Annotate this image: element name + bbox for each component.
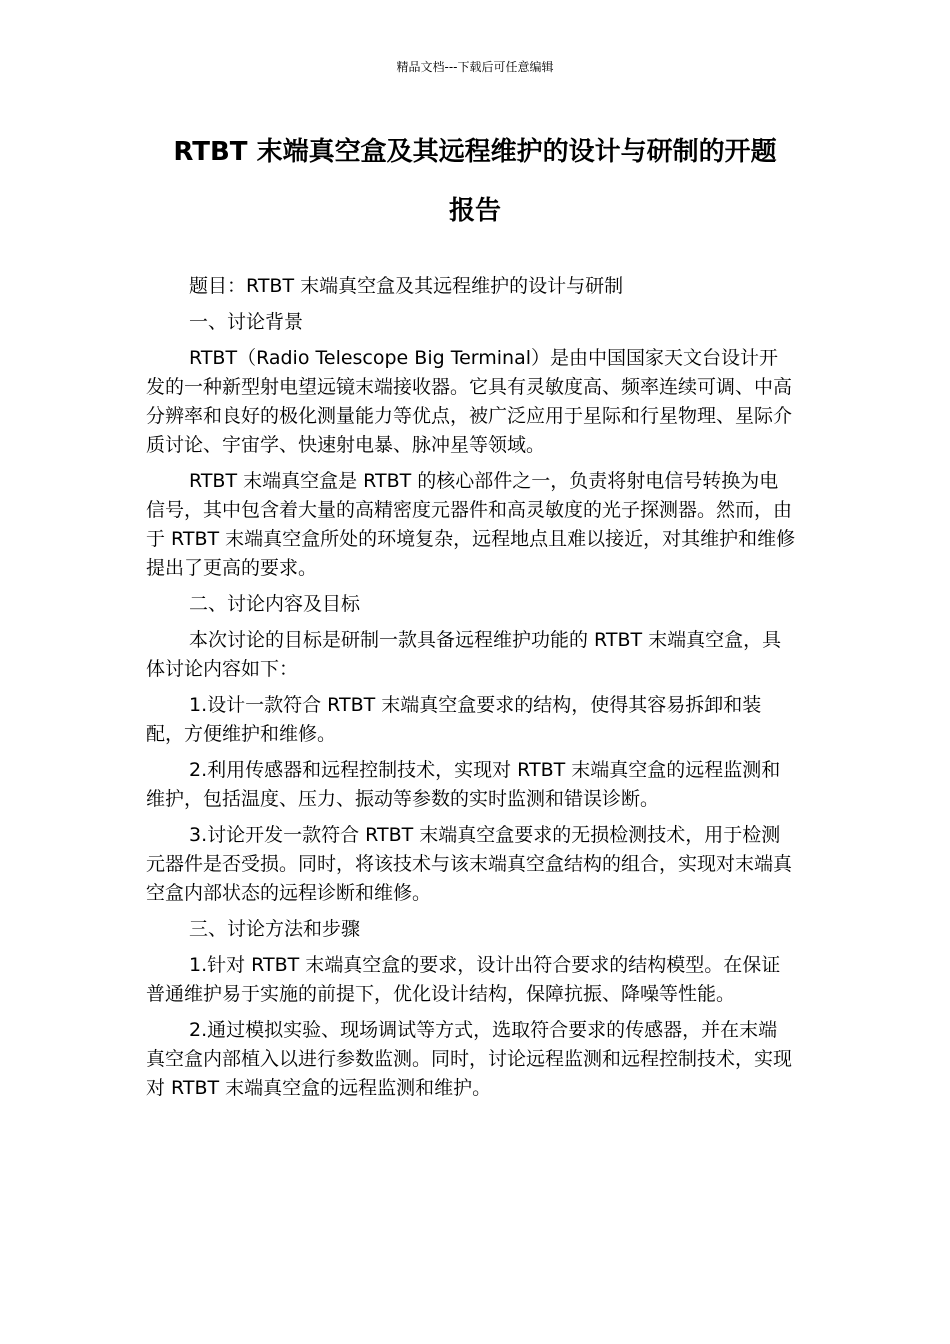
document-title-line-2: 报告 bbox=[448, 196, 501, 226]
list-item-goal-2: 2.利用传感器和远程控制技术，实现对 RTBT 末端真空盒的远程监测和维护，包括温度、压力、振动等参数的实时监测和错误诊断。 bbox=[146, 759, 781, 810]
page-header-watermark: 精品文档---下载后可任意编辑 bbox=[396, 60, 554, 74]
paragraph-rtbt-intro: RTBT（Radio Telescope Big Terminal）是由中国国家天文台设计开发的一种新型射电望远镜末端接收器。它具有灵敏度高、频率连续可调、中高分辨率和良好的极化测量能力等优点，被广泛应用于星际和行星物理、星际介质讨论、宇宙学、快速射电暴、脉冲星等领域。 bbox=[146, 347, 793, 456]
document-title-line-1: RTBT 末端真空盒及其远程维护的设计与研制的开题 bbox=[173, 137, 777, 167]
paragraph-goal-intro: 本次讨论的目标是研制一款具备远程维护功能的 RTBT 末端真空盒，具体讨论内容如下： bbox=[146, 629, 782, 680]
list-item-method-2: 2.通过模拟实验、现场调试等方式，选取符合要求的传感器，并在末端真空盒内部植入以进行参数监测。同时，讨论远程监测和远程控制技术，实现对 RTBT 末端真空盒的远程监测和维护。 bbox=[146, 1019, 793, 1099]
topic-line: 题目：RTBT 末端真空盒及其远程维护的设计与研制 bbox=[189, 275, 624, 297]
paragraph-vacuum-box: RTBT 末端真空盒是 RTBT 的核心部件之一，负责将射电信号转换为电信号，其中包含着大量的高精密度元器件和高灵敏度的光子探测器。然而，由于 RTBT 末端真空盒所处的环境复杂，远程地点且难以接近，对其维护和维修提出了更高的要求。 bbox=[146, 470, 796, 579]
section-heading-background: 一、讨论背景 bbox=[189, 311, 304, 333]
list-item-goal-3: 3.讨论开发一款符合 RTBT 末端真空盒要求的无损检测技术，用于检测元器件是否受损。同时，将该技术与该末端真空盒结构的组合，实现对末端真空盒内部状态的远程诊断和维修。 bbox=[146, 824, 793, 904]
list-item-goal-1: 1.设计一款符合 RTBT 末端真空盒要求的结构，使得其容易拆卸和装配，方便维护和维修。 bbox=[146, 694, 762, 745]
document-body bbox=[146, 272, 796, 1110]
section-heading-content-goals: 二、讨论内容及目标 bbox=[189, 593, 361, 615]
section-heading-methods: 三、讨论方法和步骤 bbox=[189, 918, 361, 940]
list-item-method-1: 1.针对 RTBT 末端真空盒的要求，设计出符合要求的结构模型。在保证普通维护易于实施的前提下，优化设计结构，保障抗振、降噪等性能。 bbox=[146, 954, 781, 1005]
